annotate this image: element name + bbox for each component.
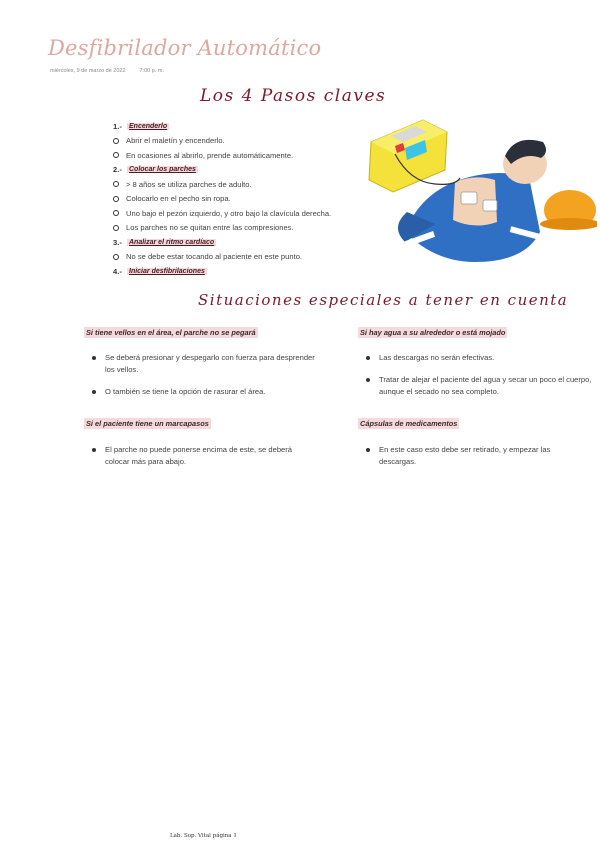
bullet-dot-icon <box>92 448 96 452</box>
page-footer: Lab. Sop. Vital página 1 <box>170 833 237 839</box>
defibrillator-patient-illustration <box>365 112 597 270</box>
circle-bullet-icon <box>113 196 119 202</box>
step-bullet <box>113 221 373 236</box>
bullet-dot-icon <box>366 356 370 360</box>
step-bullet <box>113 134 373 149</box>
bullet-dot-icon <box>92 390 96 394</box>
step-title: Encenderlo <box>129 122 168 130</box>
page-date: miércoles, 9 de marzo de 2022 <box>50 68 126 74</box>
circle-bullet-icon <box>113 254 119 260</box>
step-number: 3.- <box>113 237 122 247</box>
circle-bullet-icon <box>113 225 119 231</box>
step-title: Analizar el ritmo cardíaco <box>129 238 215 246</box>
section-title: Si hay agua a su alrededor o está mojado <box>360 328 506 337</box>
key-steps-heading: Los 4 Pasos claves <box>200 86 387 106</box>
step-bullet <box>113 206 373 221</box>
step-number: 1.- <box>113 121 122 131</box>
circle-bullet-icon <box>113 210 119 216</box>
circle-bullet-icon <box>113 181 119 187</box>
section-list <box>88 444 303 478</box>
step-row <box>113 163 373 178</box>
circle-bullet-icon <box>113 152 119 158</box>
bullet-text: Uno bajo el pezón izquierdo, y otro bajo la clavícula derecha. <box>126 208 332 218</box>
item-text: El parche no puede ponerse encima de este, se deberá colocar más para abajo. <box>105 445 293 466</box>
item-text: O también se tiene la opción de rasurar el área. <box>105 387 266 396</box>
bullet-text: No se debe estar tocando al paciente en este punto. <box>126 252 303 262</box>
section-title: Cápsulas de medicamentos <box>360 419 458 428</box>
step-row <box>113 119 373 134</box>
step-bullet <box>113 192 373 207</box>
step-bullet <box>113 177 373 192</box>
bullet-text: Abrir el maletín y encenderlo. <box>126 136 225 146</box>
item-text: Tratar de alejar el paciente del agua y secar un poco el cuerpo, aunque el secado no sea completo. <box>379 375 592 396</box>
step-bullet <box>113 250 373 265</box>
page-meta <box>50 68 164 74</box>
list-item <box>88 386 318 398</box>
bullet-dot-icon <box>92 356 96 360</box>
pad-left-icon <box>461 192 477 204</box>
section-title: Si tiene vellos en el área, el parche no se pegará <box>86 328 256 337</box>
list-item <box>362 374 594 398</box>
list-item <box>362 444 567 468</box>
step-title: Iniciar desfibrilaciones <box>129 267 205 275</box>
circle-bullet-icon <box>113 138 119 144</box>
special-situations-heading: Situaciones especiales a tener en cuenta <box>198 291 569 309</box>
list-item <box>88 444 303 468</box>
bullet-text: Colocarlo en el pecho sin ropa. <box>126 194 231 204</box>
bullet-dot-icon <box>366 448 370 452</box>
section-list <box>362 444 567 478</box>
section-list <box>362 352 594 408</box>
item-text: Se deberá presionar y despegarlo con fuerza para desprender los vellos. <box>105 353 315 374</box>
bullet-dot-icon <box>366 378 370 382</box>
bullet-text: En ocasiones al abrirlo, prende automáticamente. <box>126 150 294 160</box>
section-title: Si el paciente tiene un marcapasos <box>86 419 209 428</box>
page-title: Desfibrilador Automático <box>48 36 322 60</box>
step-row <box>113 264 373 279</box>
bullet-text: > 8 años se utiliza parches de adulto. <box>126 179 252 189</box>
list-item <box>362 352 594 364</box>
item-text: En este caso esto debe ser retirado, y empezar las descargas. <box>379 445 551 466</box>
step-row <box>113 235 373 250</box>
defibrillator-device-icon <box>369 120 460 192</box>
section-list <box>88 352 318 408</box>
step-title: Colocar los parches <box>129 166 196 174</box>
page-time: 7:00 p. m. <box>139 68 164 74</box>
step-bullet <box>113 148 373 163</box>
bullet-text: Los parches no se quitan entre las compresiones. <box>126 223 294 233</box>
step-number: 4.- <box>113 266 122 276</box>
pad-right-icon <box>483 200 497 211</box>
item-text: Las descargas no serán efectivas. <box>379 353 495 362</box>
step-number: 2.- <box>113 165 122 175</box>
key-steps-list <box>113 119 373 279</box>
list-item <box>88 352 318 376</box>
